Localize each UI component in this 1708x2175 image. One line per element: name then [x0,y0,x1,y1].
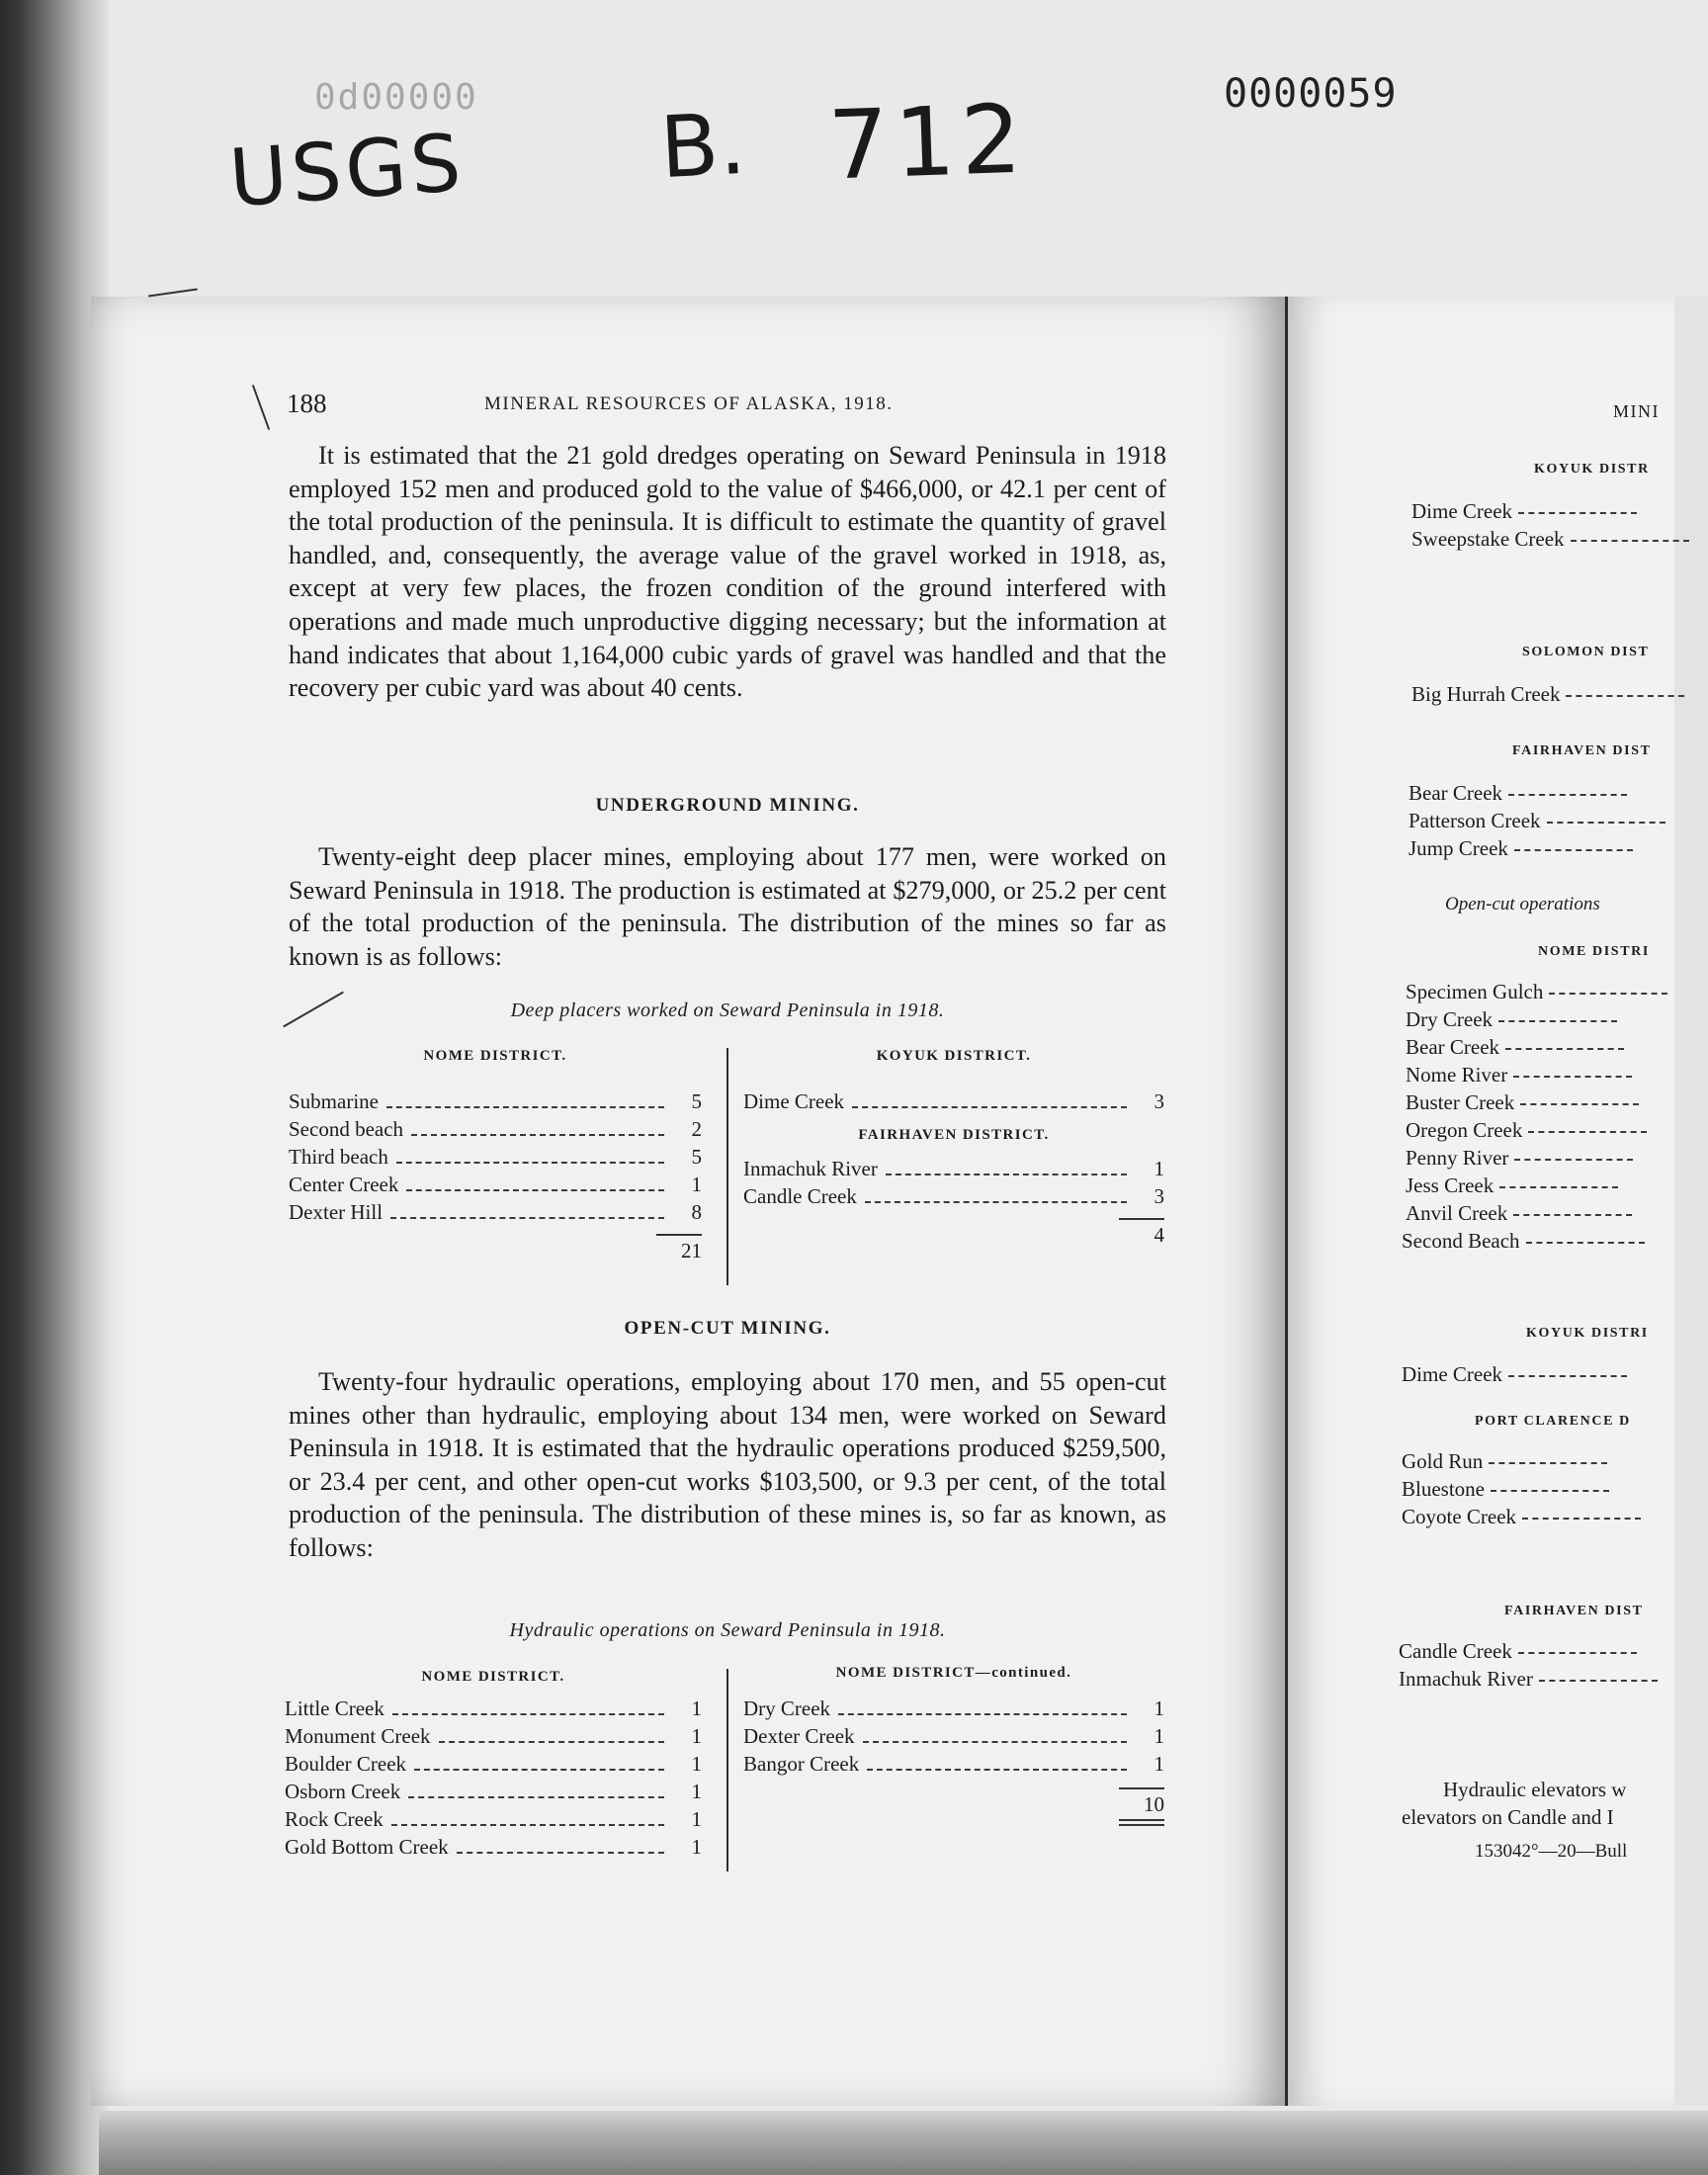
total-value: 10 [1144,1792,1164,1816]
facing-list-item: Bluestone [1402,1477,1609,1502]
scan-shadow-bottom [99,2111,1708,2175]
archive-header [0,0,1708,297]
facing-district-heading: SOLOMON DIST [1522,645,1650,659]
facing-list-item: Candle Creek [1399,1639,1637,1664]
paragraph-text: It is estimated that the 21 gold dredges operating on Seward Peninsula in 1918 employed 152 men and produced gold to the value of $466,000, or 42.1 per cent of the total production of the peninsula. It is difficult to estimate the quantity of gravel handled, and, consequently, the average value of the gravel worked in 1918, as, except at very few places, the frozen condition of the ground interfered with operations and made much unproductive digging necessary; but the information at hand indicates that about 1,164,000 cubic yards of gravel was handled and that the recovery per cubic yard was about 40 cents. [289,441,1166,703]
row-value: 3 [1153,1184,1164,1208]
total-value: 4 [1153,1223,1164,1247]
row-name: Second beach [289,1117,404,1141]
table-row [285,1750,702,1778]
deep-placers-caption: Deep placers worked on Seward Peninsula in 1918. [510,1000,945,1021]
facing-list-item: Oregon Creek [1406,1118,1647,1143]
row-value: 1 [691,1724,702,1748]
hydraulic-caption: Hydraulic operations on Seward Peninsula in 1918. [509,1619,946,1641]
row-value: 1 [691,1807,702,1831]
table-row [289,1115,702,1143]
row-value: 2 [691,1117,702,1141]
facing-footer-line: elevators on Candle and I [1402,1805,1614,1829]
row-value: 1 [1153,1724,1164,1748]
district-heading: NOME DISTRICT. [423,1048,567,1064]
handwritten-712: 712 [826,83,1030,202]
row-value: 5 [691,1145,702,1169]
row-value: 5 [691,1089,702,1113]
running-head-title: MINERAL RESOURCES OF ALASKA, 1918. [484,393,894,414]
table-row [743,1182,1164,1210]
paragraph-dredges [289,439,1166,705]
row-name: Third beach [289,1145,388,1169]
paragraph-hydraulic [289,1365,1166,1565]
row-name: Osborn Creek [285,1780,401,1803]
table-row [285,1805,702,1833]
facing-caption: Open-cut operations [1445,894,1600,914]
facing-list-item: Gold Run [1402,1449,1607,1474]
facing-list-item: Jump Creek [1409,836,1633,861]
facing-page-gutter [1674,297,1708,2106]
table-row [289,1143,702,1171]
district-heading: KOYUK DISTRICT. [876,1048,1032,1064]
row-name: Little Creek [285,1696,384,1720]
row-name: Candle Creek [743,1184,857,1208]
row-name: Dry Creek [743,1696,831,1720]
heading-open-cut-mining: OPEN-CUT MINING. [624,1318,831,1339]
handwritten-b: B. [657,94,748,199]
paragraph-text: Twenty-eight deep placer mines, employing about 177 men, were worked on Seward Peninsula in 1918. The production is estimated at $279,000, or 25.2 per cent of the total production of the peninsula. The distribution of the mines so far as known is as follows: [289,842,1166,971]
district-heading: NOME DISTRICT. [421,1669,565,1685]
running-head [287,389,1275,418]
row-name: Dexter Creek [743,1724,855,1748]
facing-list-item: Inmachuk River [1399,1667,1658,1692]
row-name: Dime Creek [743,1089,845,1113]
facing-list-item: Bear Creek [1409,781,1627,806]
table-row [743,1155,1164,1182]
facing-district-heading: FAIRHAVEN DIST [1504,1604,1644,1618]
column-divider [726,1669,728,1871]
facing-list-item: Jess Creek [1406,1174,1618,1198]
table-row [289,1088,702,1115]
table-row [285,1722,702,1750]
total-value: 21 [681,1239,702,1262]
row-value: 1 [1153,1752,1164,1776]
row-value: 1 [691,1696,702,1720]
double-rule [1119,1819,1164,1826]
row-value: 1 [691,1752,702,1776]
table-row [289,1198,702,1226]
row-name: Bangor Creek [743,1752,860,1776]
table-row [285,1833,702,1861]
facing-list-item: Dime Creek [1402,1362,1627,1387]
district-heading: NOME DISTRICT—continued. [835,1665,1072,1681]
heading-underground-mining: UNDERGROUND MINING. [595,795,860,816]
facing-list-item: Second Beach [1402,1229,1645,1254]
facing-list-item: Anvil Creek [1406,1201,1632,1226]
table-row [743,1722,1164,1750]
faint-stamp: 0d00000 [314,77,478,118]
row-name: Boulder Creek [285,1752,407,1776]
deep-table-left [289,1048,702,1265]
table-row [289,1171,702,1198]
row-value: 8 [691,1200,702,1224]
row-value: 1 [691,1835,702,1859]
table-row [285,1778,702,1805]
row-value: 1 [691,1780,702,1803]
column-divider [726,1048,728,1285]
facing-list-item: Coyote Creek [1402,1505,1641,1529]
row-value: 1 [1153,1696,1164,1720]
row-name: Monument Creek [285,1724,431,1748]
facing-district-heading: PORT CLARENCE D [1475,1414,1631,1429]
facing-footer-line: 153042°—20—Bull [1475,1841,1628,1862]
row-name: Submarine [289,1089,379,1113]
table-row [743,1750,1164,1778]
row-name: Inmachuk River [743,1157,878,1180]
row-value: 1 [691,1173,702,1196]
paragraph-deep-placers [289,840,1166,973]
handwritten-usgs: USGS [226,116,469,225]
row-value: 3 [1153,1089,1164,1113]
facing-list-item: Dime Creek [1411,499,1637,524]
facing-district-heading: FAIRHAVEN DIST [1512,743,1652,758]
facing-running-head: MINI [1613,401,1660,421]
page-number: 188 [287,389,327,418]
hydraulic-table-left [285,1669,702,1861]
table-row [285,1695,702,1722]
row-name: Dexter Hill [289,1200,384,1224]
facing-list-item: Sweepstake Creek [1411,527,1689,552]
paragraph-text: Twenty-four hydraulic operations, employing about 170 men, and 55 open-cut mines other than hydraulic, employing about 134 men, were worked on Seward Peninsula in 1918. It is estimated that the hydraulic operations produced $259,500, or 23.4 per cent, and other open-cut works $103,500, or 9.3 per cent, of the total production of the peninsula. The distribution of these mines is, so far as known, as follows: [289,1367,1166,1562]
district-heading: FAIRHAVEN DISTRICT. [858,1127,1050,1143]
facing-district-heading: KOYUK DISTR [1534,462,1650,477]
table-row [743,1088,1164,1115]
row-name: Rock Creek [285,1807,384,1831]
facing-district-heading: NOME DISTRI [1538,944,1650,959]
row-name: Gold Bottom Creek [285,1835,449,1859]
facing-list-item: Specimen Gulch [1406,980,1667,1004]
facing-list-item: Patterson Creek [1409,809,1665,833]
facing-district-heading: KOYUK DISTRI [1526,1326,1649,1341]
facing-list-item: Bear Creek [1406,1035,1624,1060]
row-name: Center Creek [289,1173,399,1196]
row-value: 1 [1153,1157,1164,1180]
table-row [743,1695,1164,1722]
facing-list-item: Dry Creek [1406,1007,1617,1032]
deep-table-right [743,1048,1164,1250]
facing-footer-line: Hydraulic elevators w [1443,1778,1627,1801]
facing-list-item: Buster Creek [1406,1090,1639,1115]
facing-list-item: Nome River [1406,1063,1632,1088]
facing-list-item: Penny River [1406,1146,1633,1171]
stamp-number: 0000059 [1224,71,1398,117]
hydraulic-table-right [743,1665,1164,1826]
facing-list-item: Big Hurrah Creek [1411,682,1684,707]
